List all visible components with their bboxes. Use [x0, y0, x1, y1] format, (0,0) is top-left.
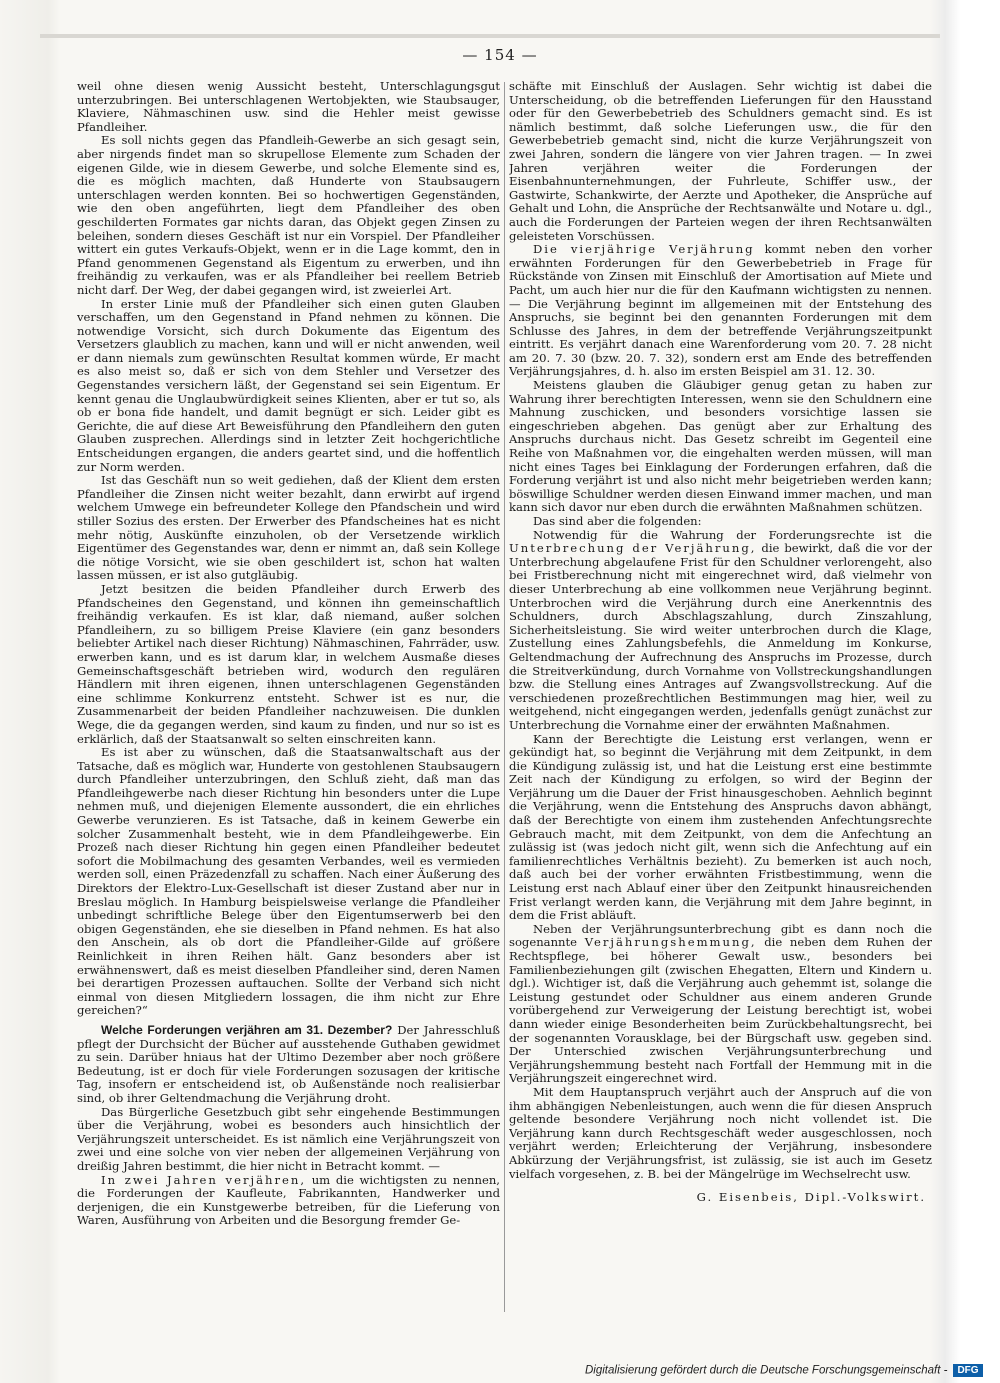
paragraph: In erster Linie muß der Pfandleiher sich einen guten Glauben verschaffen, um den Gegenstand in Pfand nehmen zu können. Die notwendige Vorsicht, sich durch Dokumente das Eigentum des Versetzers glaublich zu machen, kann und will er nicht anwenden, weil er dann niemals zum gewünschten Resultat kommen würde, Er macht es also meist so, daß er sich von dem Stehler und Versetzer des Gegenstandes versichern läßt, der Gegenstand sei sein Eigentum. Er kennt genau die Unglaubwürdigkeit seines Klienten, aber er tut so, als ob er bona fide handelt, und damit begnügt er sich. Leider gibt es Gerichte, die auf diese Art Beweisführung den Pfandleihern den guten Glauben zusprechen. Allerdings sind in letzter Zeit hochgerichtliche Entscheidungen ergangen, die anders geartet sind, und die hoffentlich zur Norm werden.: [77, 296, 500, 474]
paragraph-text: die bewirkt, daß die vor der Unterbrechung abgelaufene Frist für den Schuldner verlorengeht, also bei Fristberechnung nicht mit eingerechnet wird, daß vielmehr von dieser Unterbrechung ab eine vollkommen neue Verjährung beginnt. Unterbrochen wird die Verjährung durch eine Anerkenntnis des Schuldners, durch Abschlagszahlung, durch Zinszahlung, Sicherheitsleistung. Sie wird weiter unterbrochen durch die Klage, Zustellung eines Zahlungsbefehls, die Anmeldung im Konkurse, Geltendmachung der Aufrechnung des Anspruchs im Prozesse, durch die Streitverkündung, durch Vornahme von Vollstreckungshandlungen bzw. die Stellung eines Antrages auf Zwangsvollstreckung. Auf die verschiedenen prozeßrechtlichen Bestimmungen mag hier, weil zu weitgehend, nicht eingegangen werden, jedenfalls genügt zunächst zur Unterbrechung die Vornahme einer der erwähnten Maßnahmen.: [509, 541, 932, 732]
heading-continuation: Der Jahresschluß pflegt der Durchsicht der Bücher auf ausstehende Guthaben gewidmet zu sein. Darüber hniaus hat der Ultimo Dezember aber noch größere Bedeutung, ist er doch für viele Forderungen sozusagen der kritische Tag, insofern er entscheidend ist, ob Außenstände noch realisierbar sind, ob ihrer Geltendmachung die Verjährung droht.: [77, 1022, 500, 1105]
section-paragraph: [77, 1024, 500, 1106]
footer-credit: [585, 1364, 983, 1377]
paragraph-text: um die wichtigsten zu nennen, die Forderungen der Kaufleute, Fabrikannten, Handwerker und derjenigen, die ein Kunstgewerbe betreiben, für die Lieferung von Waren, Ausführung von Arbeiten und die Besorgung fremder Ge-: [77, 1172, 500, 1228]
paragraph: Kann der Berechtigte die Leistung erst verlangen, wenn er gekündigt hat, so beginnt die Verjährung mit dem Zeitpunkt, in dem die Kündigung zulässig ist, und hat die Leistung erst eine bestimmte Zeit nach der Kündigung zu erfolgen, so wird der Beginn der Verjährung um die Dauer der Frist hinausgeschoben. Aehnlich beginnt die Verjährung, wenn die Entstehung des Anspruchs davon abhängt, daß der Berechtigte von einem ihm zustehenden Anfechtungsrechte Gebrauch macht, mit dem Zeitpunkt, von dem die Anfechtung an zulässig ist (was jedoch nicht gilt, wenn sich die Anfechtung auf ein familienrechtliches Verhältnis bezieht). Zu bemerken ist auch noch, daß auch bei der vorher erwähnten Fristbestimmung, wenn die Leistung erst nach Ablauf einer über den Zeitpunkt hinausreichenden Frist verlangt werden kann, die Verjährung mit dem Jahre beginnt, in dem die Frist abläuft.: [509, 731, 932, 923]
left-column: [77, 80, 500, 1312]
paragraph: Ist das Geschäft nun so weit gediehen, daß der Klient dem ersten Pfandleiher die Zinsen nicht weiter bezahlt, dann erwirbt auf irgend welchem Umwege ein befreundeter Kollege den Pfandschein und wird stiller Sozius des ersten. Der Erwerber des Pfandscheines hat es nicht mehr nötig, Auskünfte einzuholen, ob der Versetzende wirklich Eigentümer des Gegenstandes war, denn er nimmt an, daß sein Kollege die nötige Vorsicht, wie sie oben geschildert ist, schon hat walten lassen müssen, er ist also gutgläubig.: [77, 473, 500, 583]
paragraph: [509, 243, 932, 379]
paragraph: [77, 1174, 500, 1228]
paragraph: Es ist aber zu wünschen, daß die Staatsanwaltschaft aus der Tatsache, daß es möglich war, Hunderte von gestohlenen Staubsaugern durch Pfandleiher unterzubringen, den Schluß zieht, daß man das Pfandleihgewerbe nach dieser Richtung hin besonders unter die Lupe nehmen muß, und diejenigen Elemente aussondert, die ein ehrliches Gewerbe verunzieren. Es ist Tatsache, daß in keinem Gewerbe ein solcher Zusammenhalt besteht, wie in dem Pfandleihgewerbe. Ein Prozeß nach dieser Richtung hin gegen einen Pfandleiher bedeutet sofort die Mobilmachung des gesamten Verbandes, weil es vermieden werden soll, einen Präzedenzfall zu schaffen. Nach einer Äußerung des Direktors der Elektro-Lux-Gesellschaft ist dieser Zustand aber nur in Breslau möglich. In Hamburg beispielsweise verlange die Pfandleiher unbedingt schriftliche Belege über den Eigentumserwerb bei den obigen Gegenständen, ehe sie dieselben in Pfand nehmen. Es hat also den Anschein, als ob dort die Pfandleiher-Gilde auf größere Reinlichkeit in ihren Reihen hält. Ganz besonders aber ist erwähnenswert, daß es meist dieselben Pfandleiher sind, deren Namen bei derartigen Prozessen auftauchen. Sollte der Verband sich nicht einmal von diesen Mitgliedern lossagen, die ihm nicht zur Ehre gereichen?“: [77, 745, 500, 1018]
paragraph-text: Notwendig für die Wahrung der Forderungsrechte ist die: [533, 527, 932, 542]
paragraph: weil ohne diesen wenig Aussicht besteht, Unterschlagungsgut unterzubringen. Bei unterschlagenen Wertobjekten, wie Staubsauger, Klaviere, Nähmaschinen usw. sind die Hehler meist gewisse Pfandleiher.: [77, 80, 500, 134]
emphasis-text: In zwei Jahren verjähren,: [101, 1172, 307, 1187]
paragraph: Es soll nichts gegen das Pfandleih-Gewerbe an sich gesagt sein, aber nirgends findet man so skrupellose Elemente zum Schaden der eigenen Gilde, wie in diesem Gewerbe, und solche Elemente sind es, die es möglich machten, daß Hunderte von Staubsaugern unterschlagen werden konnten. Bei so hochwertigen Gegenständen, wie den oben angeführten, liegt dem Pfandleiher des oben geschilderten Formates gar nichts daran, das Objekt gegen Zinsen zu beleihen, sondern dieses Geschäft ist nur ein Vorspiel. Der Pfandleiher wittert ein gutes Verkaufs-Objekt, wenn er in die Lage kommt, den in Pfand genommenen Gegenstand als Eigentum zu erwerben, und ihn freihändig zu verkaufen, was er als Pfandleiher bei reellem Betrieb nicht darf. Der Weg, der dabei gegangen wird, ist zweierlei Art.: [77, 133, 500, 297]
dfg-logo: DFG: [953, 1364, 982, 1377]
paragraph: Meistens glauben die Gläubiger genug getan zu haben zur Wahrung ihrer berechtigten Interessen, wenn sie den Schuldnern eine Mahnung zuschicken, und besonders vorsichtige lassen sie eingeschrieben abgehen. Das genügt aber zur Erhaltung des Anspruchs durchaus nicht. Das Gesetz schreibt im Gegenteil eine Reihe von Maßnahmen vor, die eingehalten werden müssen, will man nicht eines Tages bei Einklagung der Forderungen erfahren, daß die Forderung verjährt ist und also nicht mehr beigetrieben werden kann; böswillige Schuldner werden diesen Einwand immer machen, und man kann sich davor nur eben durch die erwähnten Maßnahmen schützen.: [509, 378, 932, 515]
paragraph: [509, 529, 932, 733]
paragraph: schäfte mit Einschluß der Auslagen. Sehr wichtig ist dabei die Unterscheidung, ob die betreffenden Lieferungen für den Hausstand oder für den Gewerbebetrieb des Schuldners gemacht sind. Es ist nämlich bestimmt, daß solche Lieferungen usw., die für den Gewerbebetrieb gemacht sind, nicht die kurze Verjährungszeit von zwei Jahren, sondern die längere von vier Jahren tragen. — In zwei Jahren verjähren weiter die Forderungen der Eisenbahnunternehmungen, der Fuhrleute, Schiffer usw., der Gastwirte, Schankwirte, der Aerzte und Apotheker, die Ansprüche auf Gehalt und Lohn, die Ansprüche der Rechtsanwälte und Notare u. dgl., auch die Forderungen der Parteien wegen der ihren Rechtsanwälten geleisteten Vorschüssen.: [509, 80, 932, 243]
footer-text: Digitalisierung gefördert durch die Deutsche Forschungsgemeinschaft -: [585, 1364, 948, 1377]
author-signature: G. Eisenbeis, Dipl.-Volkswirt.: [696, 1190, 926, 1205]
column-divider: [504, 82, 505, 1312]
paragraph: Das sind aber die folgenden:: [533, 514, 702, 528]
page-edge: [40, 34, 940, 38]
emphasis-text: Die vierjährige Verjährung: [533, 242, 755, 257]
paragraph-text: kommt neben den vorher erwähnten Forderungen für den Gewerbebetrieb in Frage für Rückstände von Zinsen mit Einschluß der Amortisation auf Miete und Pacht, um auch hier nur die für den Kaufmann wichtigsten zu nennen. — Die Verjährung beginnt im allgemeinen mit der Entstehung des Anspruchs, sie beginnt bei den genannten Forderungen mit dem Schlusse des Jahres, in dem der betreffende Verjährungszeitpunkt eintritt. Es verjährt danach eine Warenforderung vom 20. 7. 28 nicht am 20. 7. 30 (bzw. 20. 7. 32), sondern erst am Ende des betreffenden Verjährungsjahres, d. h. also im ersten Beispiel am 31. 12. 30.: [509, 242, 932, 379]
emphasis-text: Unterbrechung der Verjährung,: [509, 541, 757, 556]
paragraph: Mit dem Hauptanspruch verjährt auch der Anspruch auf die von ihm abhängigen Nebenleistungen, auch wenn die für diesen Anspruch geltende besondere Verjährung noch nicht vollendet ist. Die Verjährung kann durch Rechtsgeschäft weder ausgeschlossen, noch verjährt werden; Erleichterung der Verjährung, insbesondere Abkürzung der Verjährungsfrist, ist zulässig, sie ist auch im Gesetz vielfach vorgesehen, z. B. bei der Mängelrüge im Wechselrecht usw.: [509, 1084, 932, 1181]
paragraph-text: die neben dem Ruhen der Rechtspflege, bei höherer Gewalt usw., besonders bei Familienbeziehungen gilt (zwischen Ehegatten, Eltern und Kindern u. dgl.). Wichtiger ist, daß die Verjährung auch gehemmt ist, solange die Leistung gestundet oder Schuldner aus einem anderen Grunde vorübergehend zur Verweigerung der Leistung berechtigt ist, wobei dann wieder einige Besonderheiten beim Zurückbehaltungsrecht, bei der sogenannten Vorausklage, bei der Bürgschaft usw. gegeben sind. Der Unterschied zwischen Verjährungsunterbrechung und Verjährungshemmung besteht nach Fortfall der Hemmung mit in die Verjährungszeit eingerechnet wird.: [509, 935, 932, 1086]
paragraph: Jetzt besitzen die beiden Pfandleiher durch Erwerb des Pfandscheines den Gegenstand, und können ihn gemeinschaftlich freihändig verkaufen. Es ist klar, daß niemand, außer solchen Pfandleihern, zu so billigem Preise Klaviere (ein ganz besonders beliebter Artikel nach dieser Richtung) Nähmaschinen, Fahrräder, usw. erwerben kann, und es ist darum klar, in welchem Ausmaße dieses Gemeinschaftsgeschäft betrieben wird, wodurch den regulären Händlern mit ihren eigenen, ihnen unterschlagenen Gegenständen eine schlimme Konkurrenz entsteht. Schwer ist es nur, die Zusammenarbeit der beiden Pfandleiher nachzuweisen. Die dunklen Wege, die da gegangen werden, sind kaum zu finden, und nur so ist es erklärlich, daß der Staatsanwalt so selten einschreiten kann.: [77, 581, 500, 746]
right-column: [509, 80, 932, 1312]
paragraph: Das Bürgerliche Gesetzbuch gibt sehr eingehende Bestimmungen über die Verjährung, wobei es besonders auch hinsichtlich der Verjährungszeit unterscheidet. Es ist nämlich eine Verjährungszeit von zwei und eine solche von vier neben der allgemeinen Verjährung von dreißig Jahren bestimmt, die hier nicht in Betracht kommt. —: [77, 1104, 500, 1173]
article-heading: Welche Forderungen verjähren am 31. Dezember?: [101, 1022, 393, 1037]
paragraph-text: Neben der Verjährungsunterbrechung gibt es dann noch die sogenannte: [509, 921, 932, 950]
emphasis-text: Verjährungshemmung,: [584, 935, 757, 950]
page-number: — 154 —: [462, 46, 538, 64]
paragraph: [509, 923, 932, 1086]
